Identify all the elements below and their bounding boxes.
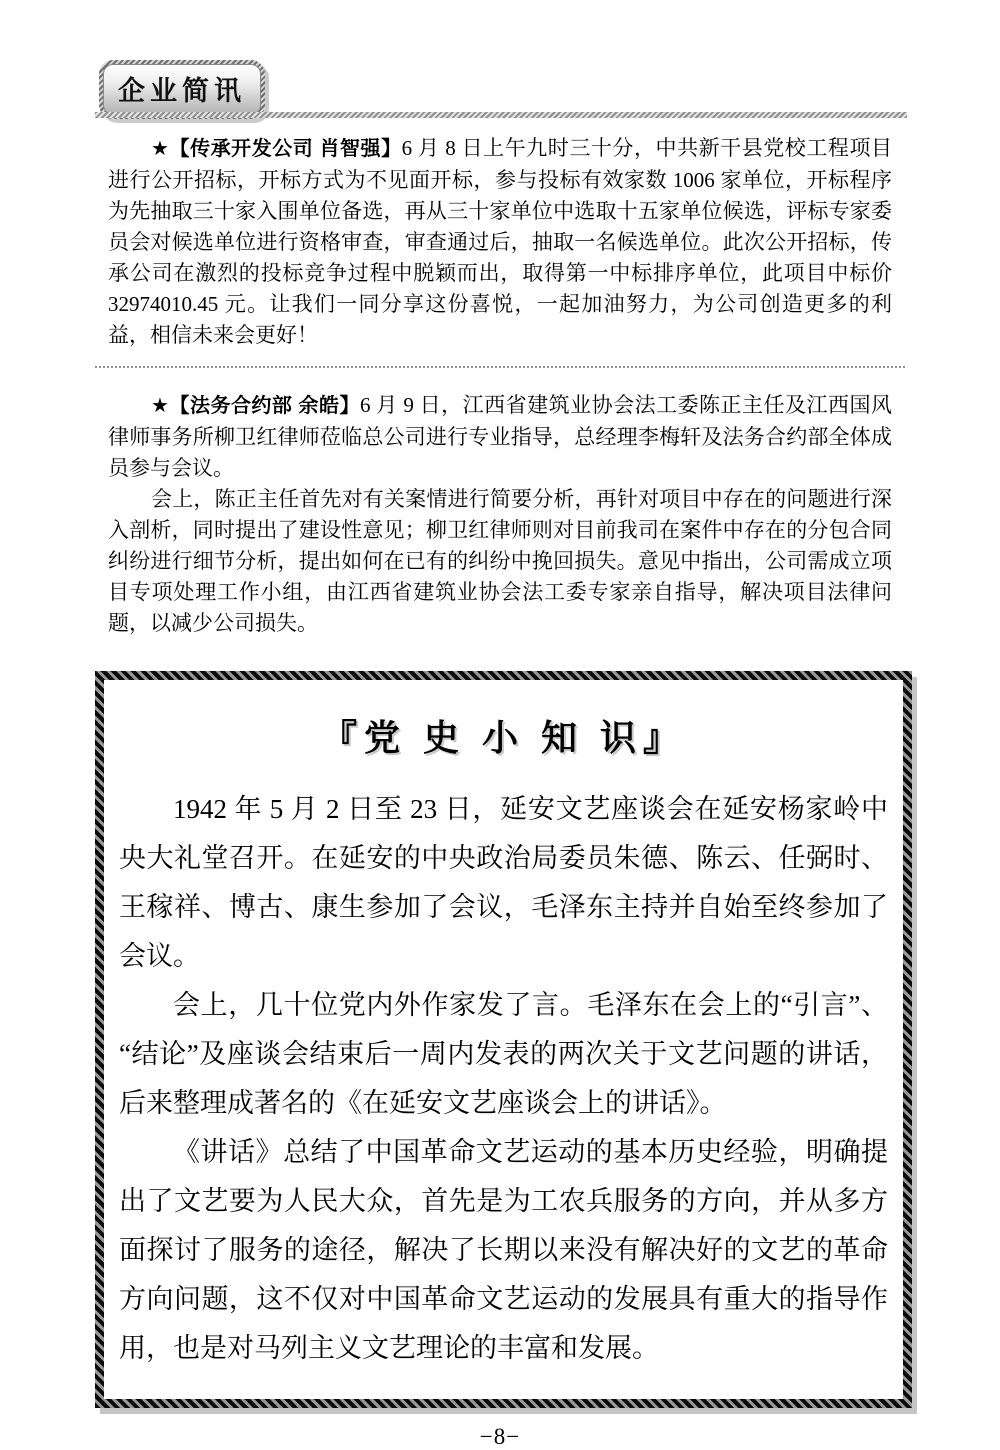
news-item-2 xyxy=(108,390,892,484)
page-header xyxy=(0,0,1000,130)
party-history-box-title: 『党 史 小 知 识』 xyxy=(320,718,686,758)
section-badge xyxy=(99,60,265,119)
party-history-box xyxy=(95,671,912,1408)
section-badge-face xyxy=(103,64,261,115)
news-item-1 xyxy=(108,133,892,351)
header-rule xyxy=(95,112,907,118)
news-item-2-body: 6 月 9 日，江西省建筑业协会法工委陈正主任及江西国风律师事务所柳卫红律师莅临总公司进行专业指导，总经理李梅轩及法务合约部全体成员参与会议。 xyxy=(108,393,892,480)
party-history-paragraph-2: 会上，几十位党内外作家发了言。毛泽东在会上的“引言”、“结论”及座谈会结束后一周内发表的两次关于文艺问题的讲话，后来整理成著名的《在延安文艺座谈会上的讲话》。 xyxy=(119,990,888,1118)
news-item-2-heading: ★【法务合约部 余皓】 xyxy=(151,395,360,417)
news-content xyxy=(108,133,892,351)
page-number: −8− xyxy=(479,1424,521,1449)
news-content-2 xyxy=(108,390,892,639)
news-item-1-body: 6 月 8 日上午九时三十分，中共新干县党校工程项目进行公开招标，开标方式为不见面开标，参与投标有效家数 1006 家单位，开标程序为先抽取三十家入围单位备选，再从三十家单位中选取十五家单位候选，评标专家委员会对候选单位进行资格审查，审查通过后，抽取一名候选单位。此次公开招标，传承公司在激烈的投标竞争过程中脱颖而出，取得第一中标排序单位，此项目中标价 32974010.45 元。让我们一同分享这份喜悦，一起加油努力，为公司创造更多的利益，相信未来会更好！ xyxy=(108,136,892,347)
news-item-1-heading: ★【传承开发公司 肖智强】 xyxy=(151,138,402,160)
news-item-2-paragraph-2: 会上，陈正主任首先对有关案情进行简要分析，再针对项目中存在的问题进行深入剖析，同时提出了建设性意见；柳卫红律师则对目前我司在案件中存在的分包合同纠纷进行细节分析，提出如何在已有的纠纷中挽回损失。意见中指出，公司需成立项目专项处理工作小组，由江西省建筑业协会法工委专家亲自指导，解决项目法律问题，以减少公司损失。 xyxy=(108,487,892,635)
section-badge-label: 企业简讯 xyxy=(118,76,246,106)
section-divider xyxy=(95,366,905,368)
party-history-paragraph-3: 《讲话》总结了中国革命文艺运动的基本历史经验，明确提出了文艺要为人民大众，首先是为工农兵服务的方向，并从多方面探讨了服务的途径，解决了长期以来没有解决好的文艺的革命方向问题，这不仅对中国革命文艺运动的发展具有重大的指导作用，也是对马列主义文艺理论的丰富和发展。 xyxy=(119,1137,888,1363)
party-history-paragraph-1: 1942 年 5 月 2 日至 23 日，延安文艺座谈会在延安杨家岭中央大礼堂召开。在延安的中央政治局委员朱德、陈云、任弼时、王稼祥、博古、康生参加了会议，毛泽东主持并自始至终参加了会议。 xyxy=(119,794,888,971)
